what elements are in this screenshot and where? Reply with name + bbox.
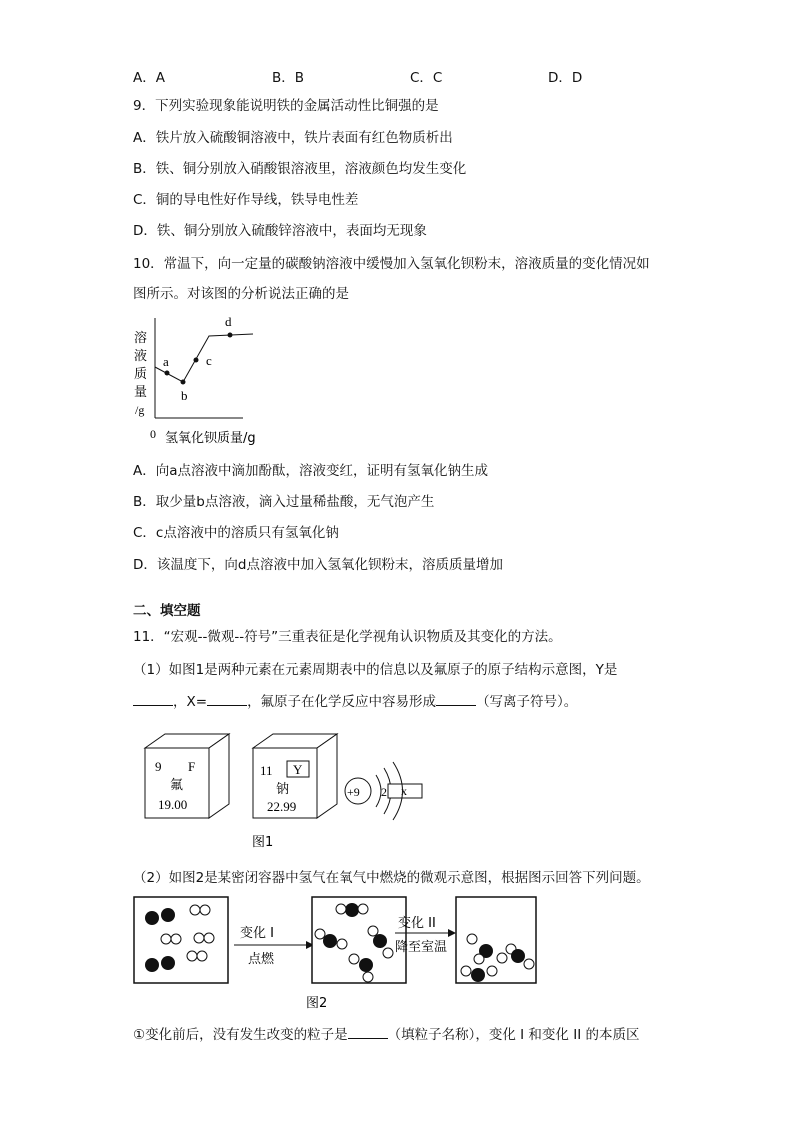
element-cell-sodium xyxy=(253,734,337,818)
figure-1-caption: 图1 xyxy=(252,835,274,850)
q10-option-a: A．向a点溶液中滴加酚酞，溶液变红，证明有氢氧化钠生成 xyxy=(133,463,489,479)
graph-label-d: d xyxy=(225,314,232,329)
fluorine-atom-structure xyxy=(345,762,422,820)
graph-y-label-5: /g xyxy=(135,403,145,417)
graph-point-d xyxy=(228,333,233,338)
blank-ion[interactable] xyxy=(436,691,476,706)
q9-option-c: C．铜的导电性好作导线，铁导电性差 xyxy=(133,192,359,208)
graph-y-label-3: 质 xyxy=(134,367,148,382)
svg-text:2: 2 xyxy=(381,785,387,799)
graph-label-a: a xyxy=(163,354,169,369)
graph-y-label-4: 量 xyxy=(134,385,148,400)
q10-stem-line2: 图所示。对该图的分析说法正确的是 xyxy=(133,286,349,302)
q8-option-d: D．D xyxy=(548,70,583,86)
q11-p2: （2）如图2是某密闭容器中氢气在氧气中燃烧的微观示意图，根据图示回答下列问题。 xyxy=(133,870,650,886)
graph-point-b xyxy=(181,380,186,385)
q11-p1-line1: （1）如图1是两种元素在元素周期表中的信息以及氟原子的原子结构示意图，Y是 xyxy=(133,662,618,678)
reaction-box-before xyxy=(134,897,228,983)
svg-text:22.99: 22.99 xyxy=(267,799,297,814)
svg-text:9: 9 xyxy=(155,759,162,774)
figure-1 xyxy=(140,728,440,854)
blank-x[interactable] xyxy=(207,691,247,706)
svg-text:F: F xyxy=(188,759,196,774)
svg-text:+9: +9 xyxy=(347,785,360,799)
arrow-change-1 xyxy=(234,925,314,967)
q11-p2-q1: ①变化前后，没有发生改变的粒子是 （填粒子名称），变化 I 和变化 II 的本质区 xyxy=(133,1024,639,1045)
svg-text:点燃: 点燃 xyxy=(248,952,275,967)
graph-point-a xyxy=(165,371,170,376)
section-title: 二、填空题 xyxy=(133,603,201,619)
svg-text:钠: 钠 xyxy=(276,782,290,797)
graph-point-c xyxy=(194,358,199,363)
q10-stem-line1: 10．常温下，向一定量的碳酸钠溶液中缓慢加入氢氧化钡粉末，溶液质量的变化情况如 xyxy=(133,256,650,272)
reaction-box-room-temp xyxy=(456,897,536,983)
q11-stem: 11．“宏观--微观--符号”三重表征是化学视角认识物质及其变化的方法。 xyxy=(133,629,562,645)
q10-option-c: C．c点溶液中的溶质只有氢氧化钠 xyxy=(133,525,339,541)
graph-curve xyxy=(155,334,253,382)
q10-option-d: D．该温度下，向d点溶液中加入氢氧化钡粉末，溶质质量增加 xyxy=(133,557,503,573)
q9-stem: 9．下列实验现象能说明铁的金属活动性比铜强的是 xyxy=(133,98,439,114)
q9-option-b: B．铁、铜分别放入硝酸银溶液里，溶液颜色均发生变化 xyxy=(133,161,467,177)
q9-option-a: A．铁片放入硫酸铜溶液中，铁片表面有红色物质析出 xyxy=(133,130,453,146)
blank-particle[interactable] xyxy=(348,1024,388,1039)
element-cell-fluorine xyxy=(145,734,229,818)
svg-text:11: 11 xyxy=(260,763,273,778)
svg-text:变化 II: 变化 II xyxy=(398,916,436,931)
graph-y-label-1: 溶 xyxy=(134,331,148,346)
graph-origin: 0 xyxy=(150,427,156,441)
graph-label-b: b xyxy=(181,388,188,403)
figure-2-caption: 图2 xyxy=(306,996,328,1011)
graph-y-label-2: 液 xyxy=(134,349,148,364)
graph-x-label: 氢氧化钡质量/g xyxy=(165,431,256,446)
svg-text:19.00: 19.00 xyxy=(158,797,188,812)
q8-option-b: B．B xyxy=(272,70,305,86)
q10-graph xyxy=(125,310,285,450)
svg-text:变化 I: 变化 I xyxy=(240,926,274,941)
svg-text:Y: Y xyxy=(293,762,303,777)
svg-text:x: x xyxy=(401,784,407,798)
q9-option-d: D．铁、铜分别放入硫酸锌溶液中，表面均无现象 xyxy=(133,223,427,239)
figure-2 xyxy=(130,893,550,1015)
reaction-box-after-ignition xyxy=(312,897,406,983)
svg-text:降至室温: 降至室温 xyxy=(395,940,448,955)
q11-p1-line2: ，X= ，氟原子在化学反应中容易形成 （写离子符号）。 xyxy=(133,691,577,712)
q10-option-b: B．取少量b点溶液，滴入过量稀盐酸，无气泡产生 xyxy=(133,494,435,510)
graph-label-c: c xyxy=(206,353,212,368)
blank-y[interactable] xyxy=(133,691,173,706)
q8-option-a: A．A xyxy=(133,70,165,86)
q8-option-c: C．C xyxy=(410,70,443,86)
svg-text:氟: 氟 xyxy=(170,778,184,793)
